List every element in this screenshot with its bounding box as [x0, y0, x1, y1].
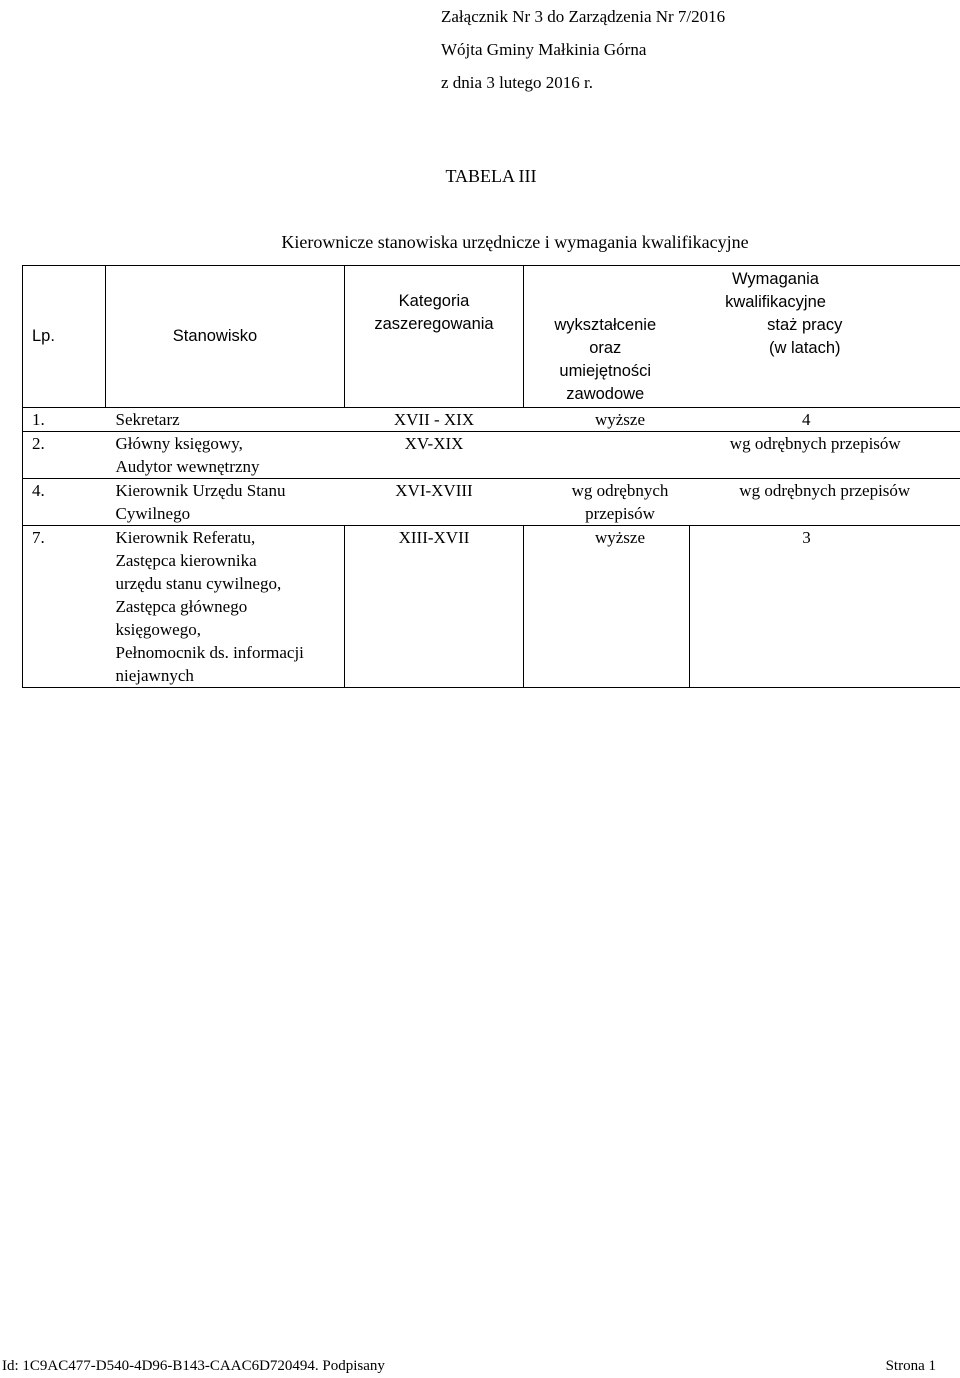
cell-stanowisko-line: Główny księgowy, [115, 434, 243, 453]
header-staz-line-1: staż pracy [767, 316, 843, 334]
table-title: TABELA III [445, 166, 537, 186]
header-wyksztalcenie-line-1: wykształcenie [554, 316, 657, 334]
cell-wyksztalcenie [524, 479, 690, 526]
attachment-line-1: Załącznik Nr 3 do Zarządzenia Nr 7/2016 [441, 7, 726, 26]
attachment-line-2: Wójta Gminy Małkinia Górna [441, 40, 647, 59]
table-subtitle: Kierownicze stanowiska urzędnicze i wymagania kwalifikacyjne [281, 232, 749, 252]
header-kategoria [345, 266, 524, 408]
attachment-line-3: z dnia 3 lutego 2016 r. [441, 73, 594, 92]
cell-stanowisko [106, 526, 345, 688]
header-stanowisko: Stanowisko [106, 266, 345, 408]
cell-kategoria: XIII-XVII [345, 526, 524, 688]
header-kategoria-line-2: zaszeregowania [374, 315, 494, 333]
header-wyksztalcenie [524, 314, 690, 408]
cell-stanowisko-line: Zastępca kierownika [115, 551, 257, 570]
cell-merged-requirements: wg odrębnych przepisów [524, 432, 960, 479]
footer-document-id: Id: 1C9AC477-D540-4D96-B143-CAAC6D720494. Podpisany [2, 1358, 385, 1374]
cell-stanowisko-line: księgowego, [115, 620, 201, 639]
cell-staz: 4 [690, 408, 960, 432]
cell-stanowisko-line: Cywilnego [115, 504, 191, 523]
cell-stanowisko [106, 432, 345, 479]
header-wyksztalcenie-line-3: umiejętności [559, 362, 652, 380]
cell-stanowisko-line: Kierownik Referatu, [115, 528, 256, 547]
cell-stanowisko: Sekretarz [106, 408, 345, 432]
table-row [23, 408, 960, 432]
cell-stanowisko-line: Audytor wewnętrzny [115, 457, 260, 476]
cell-wyksztalcenie: wyższe [524, 408, 690, 432]
cell-wyksztalcenie-line: wg odrębnych [571, 481, 669, 500]
cell-lp: 7. [23, 526, 106, 688]
cell-kategoria: XV-XIX [345, 432, 524, 479]
cell-lp: 1. [23, 408, 106, 432]
header-staz-line-2: (w latach) [768, 339, 841, 357]
header-staz [690, 314, 960, 408]
table-row [23, 479, 960, 526]
cell-staz: wg odrębnych przepisów [690, 479, 960, 526]
table-row [23, 432, 960, 479]
footer-page-number: Strona 1 [885, 1358, 936, 1374]
requirements-table [22, 265, 960, 688]
cell-wyksztalcenie: wyższe [524, 526, 690, 688]
table-row [23, 526, 960, 688]
table-header-row [23, 266, 960, 315]
header-wyksztalcenie-line-2: oraz [589, 339, 622, 357]
cell-kategoria: XVI-XVIII [345, 479, 524, 526]
header-wyksztalcenie-line-4: zawodowe [566, 385, 645, 403]
cell-stanowisko-line: urzędu stanu cywilnego, [115, 574, 282, 593]
cell-kategoria: XVII - XIX [345, 408, 524, 432]
attachment-header [441, 0, 725, 99]
cell-stanowisko-line: Zastępca głównego [115, 597, 248, 616]
header-kategoria-line-1: Kategoria [398, 292, 470, 310]
cell-stanowisko-line: Kierownik Urzędu Stanu [115, 481, 286, 500]
header-wymagania-line-1: Wymagania [732, 270, 819, 288]
header-wymagania-line-2: kwalifikacyjne [725, 293, 826, 311]
cell-wyksztalcenie-line: przepisów [585, 504, 655, 523]
cell-staz: 3 [690, 526, 960, 688]
cell-lp: 2. [23, 432, 106, 479]
header-wymagania [524, 266, 960, 315]
cell-lp: 4. [23, 479, 106, 526]
cell-stanowisko-line: niejawnych [115, 666, 194, 685]
cell-stanowisko-line: Pełnomocnik ds. informacji [115, 643, 304, 662]
header-lp: Lp. [23, 266, 106, 408]
cell-stanowisko [106, 479, 345, 526]
